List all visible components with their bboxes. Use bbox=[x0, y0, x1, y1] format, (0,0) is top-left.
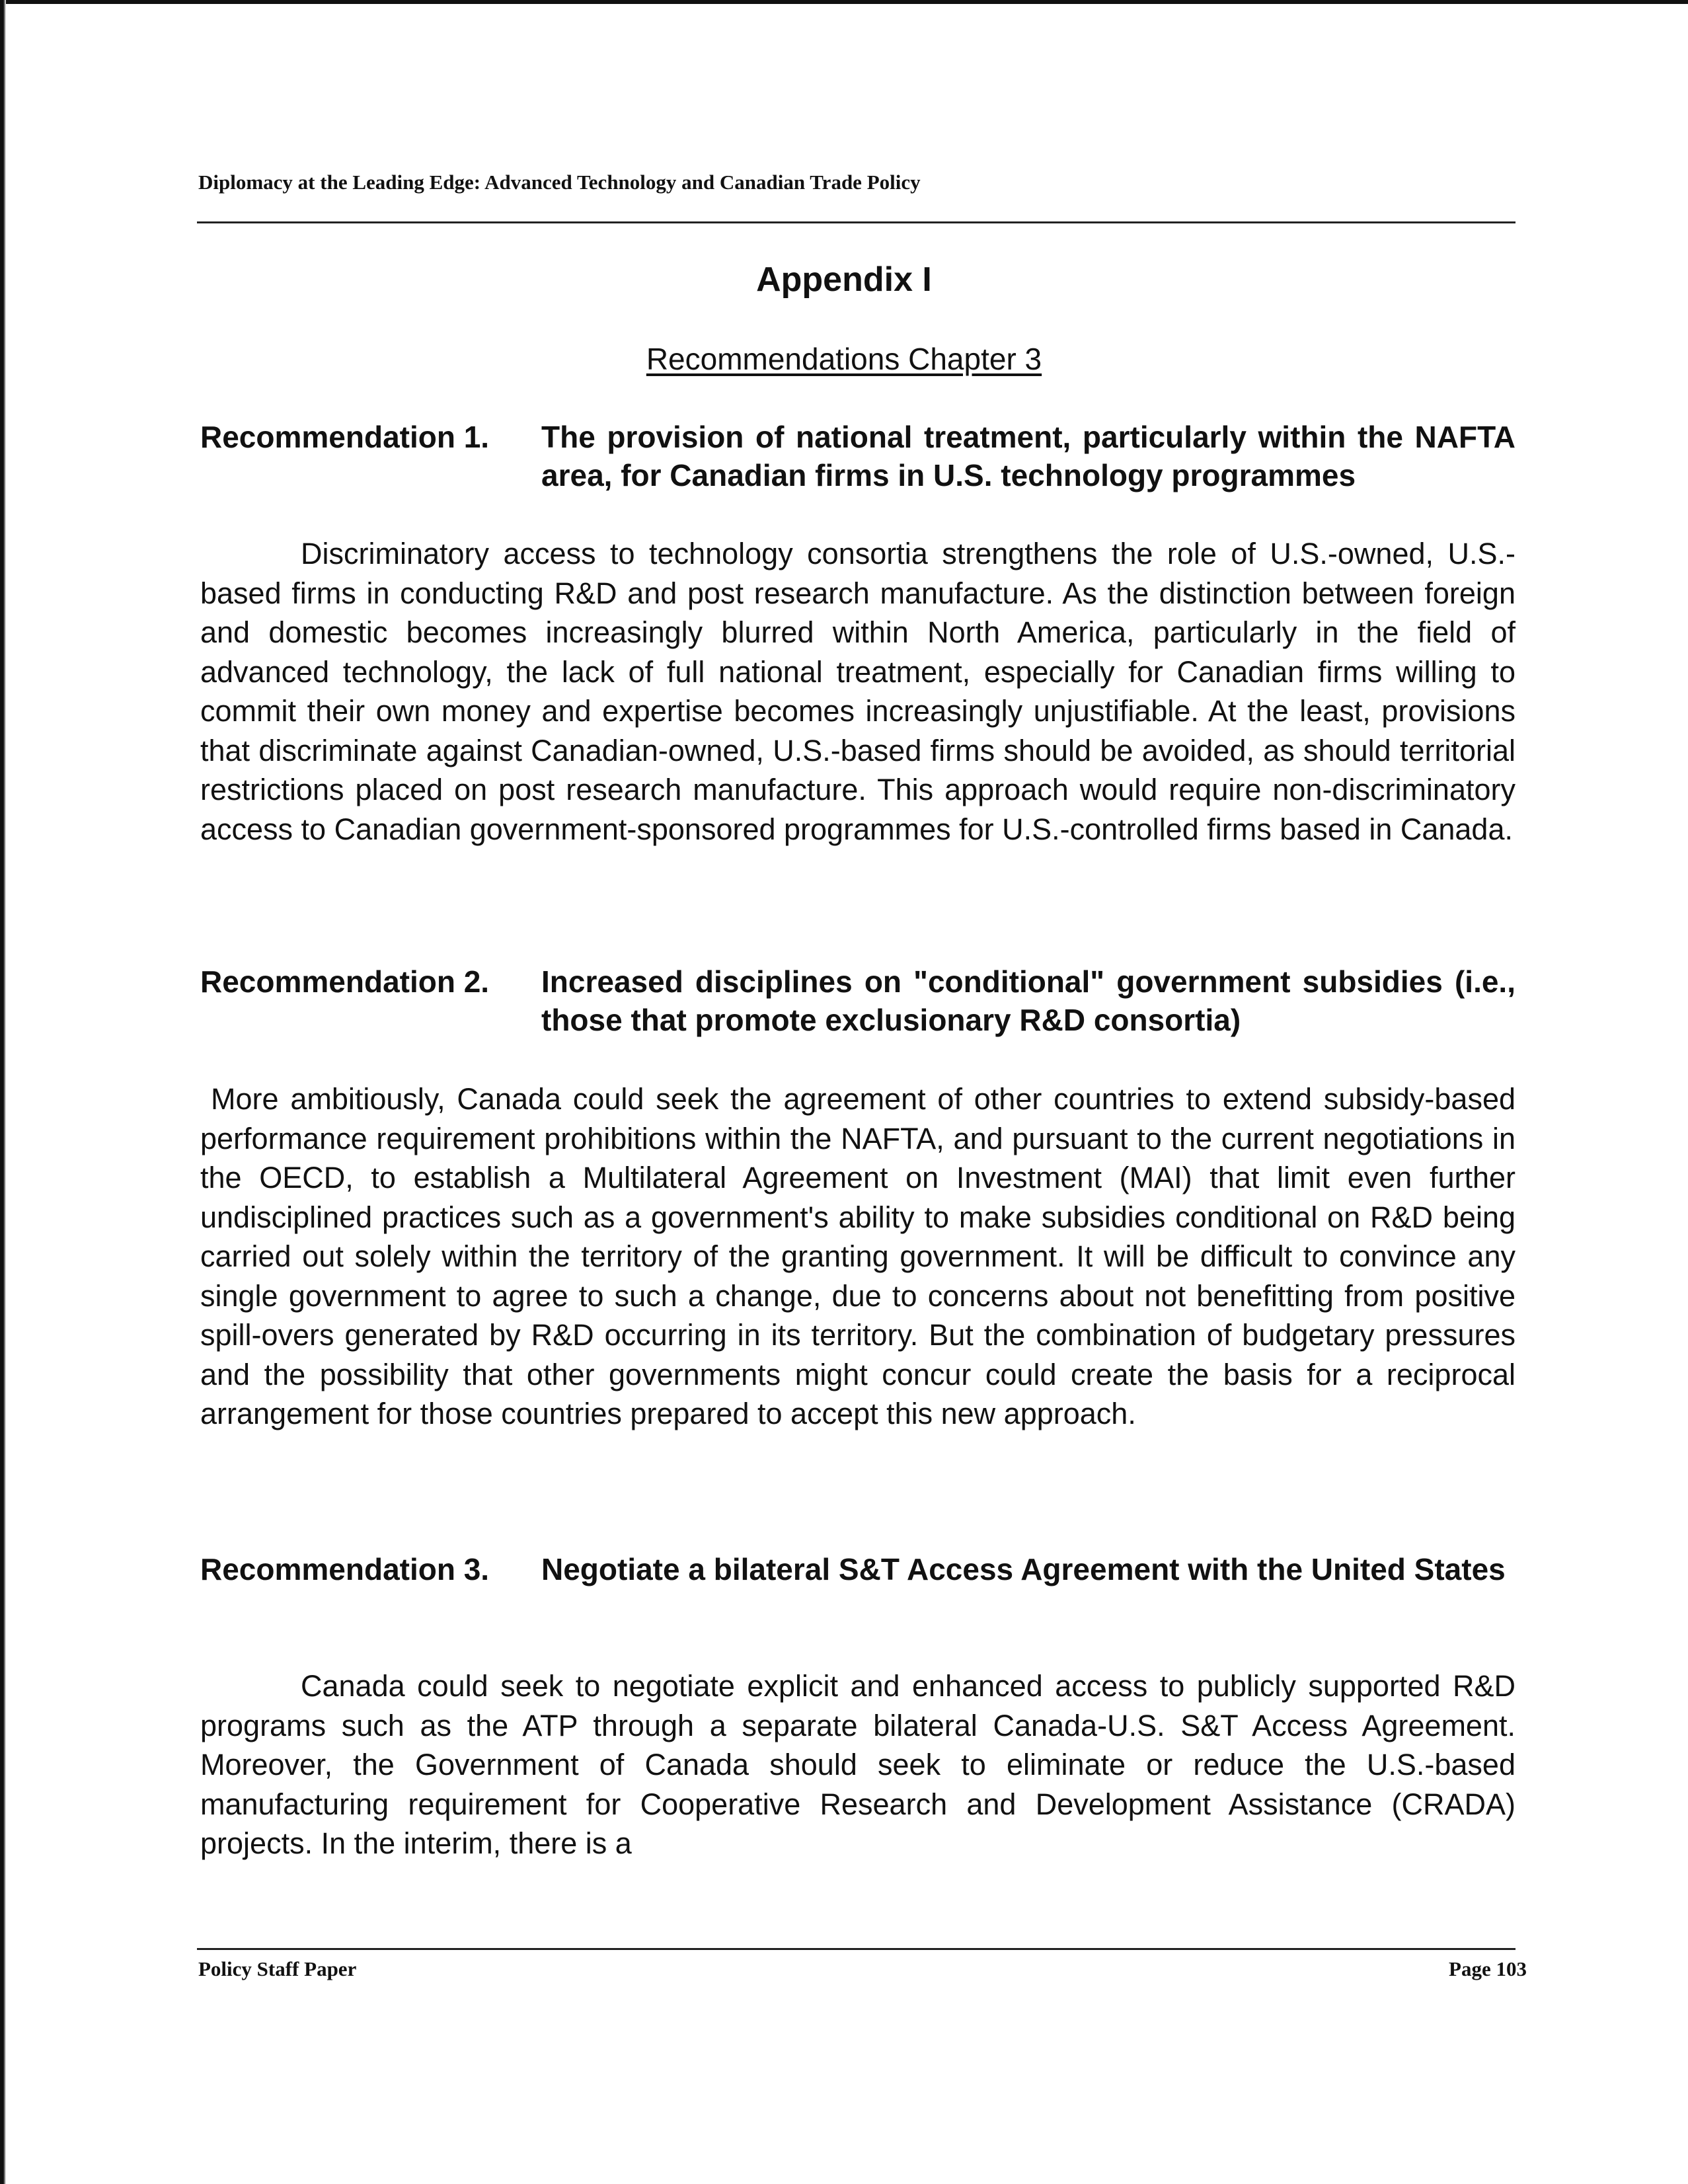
header-rule bbox=[197, 221, 1515, 223]
page-number: Page 103 bbox=[1449, 1957, 1527, 1980]
recommendation-label: Recommendation 2. bbox=[200, 964, 490, 999]
recommendation-2-heading bbox=[200, 962, 1515, 1039]
chapter-title: Recommendations Chapter 3 bbox=[646, 342, 1042, 376]
running-header: Diplomacy at the Leading Edge: Advanced Technology and Canadian Trade Policy bbox=[198, 171, 921, 194]
recommendation-2-body: More ambitiously, Canada could seek the agreement of other countries to extend subsidy-based performance requirement prohibitions within the NAFTA, and pursuant to the current negotiations in the OECD, to establish a Multilateral Agreement on Investment (MAI) that limit even further undisciplined practices such as a government's ability to make subsidies conditional on R&D being carried out solely within the territory of the granting government. It will be difficult to convince any single government to agree to such a change, due to concerns about not benefitting from positive spill-overs generated by R&D occurring in its territory. But the combination of budgetary pressures and the possibility that other governments might concur could create the basis for a reciprocal arrangement for those countries prepared to accept this new approach. bbox=[200, 1082, 1515, 1430]
recommendation-1-body: Discriminatory access to technology consortia strengthens the role of U.S.-owned, U.S.-based firms in conducting R&D and post research manufacture. As the distinction between foreign and domestic becomes increasingly blurred within North America, particularly in the field of advanced technology, the lack of full national treatment, especially for Canadian firms willing to commit their own money and expertise becomes increasingly unjustifiable. At the least, provisions that discriminate against Canadian-owned, U.S.-based firms should be avoided, as should territorial restrictions placed on post research manufacture. This approach would require non-discriminatory access to Canadian government-sponsored programmes for U.S.-controlled firms based in Canada. bbox=[200, 537, 1515, 846]
page-border-top bbox=[0, 0, 1688, 4]
recommendation-3-heading bbox=[200, 1550, 1515, 1588]
footer-publication: Policy Staff Paper bbox=[198, 1957, 357, 1980]
recommendation-1-heading bbox=[200, 418, 1515, 494]
page-border-left bbox=[0, 0, 6, 2184]
recommendation-label: Recommendation 3. bbox=[200, 1552, 490, 1586]
recommendation-text: The provision of national treatment, particularly within the NAFTA area, for Canadian firms in U.S. technology programmes bbox=[541, 420, 1515, 492]
recommendation-text: Increased disciplines on "conditional" government subsidies (i.e., those that promote exclusionary R&D consortia) bbox=[541, 964, 1515, 1037]
recommendation-text: Negotiate a bilateral S&T Access Agreement with the United States bbox=[541, 1552, 1506, 1586]
recommendation-3-body: Canada could seek to negotiate explicit and enhanced access to publicly supported R&D programs such as the ATP through a separate bilateral Canada-U.S. S&T Access Agreement. Moreover, the Government of Canada should seek to eliminate or reduce the U.S.-based manufacturing requirement for Cooperative Research and Development Assistance (CRADA) projects. In the interim, there is a bbox=[200, 1669, 1515, 1860]
footer-rule bbox=[197, 1948, 1515, 1950]
appendix-title: Appendix I bbox=[756, 260, 932, 299]
recommendation-label: Recommendation 1. bbox=[200, 420, 490, 454]
